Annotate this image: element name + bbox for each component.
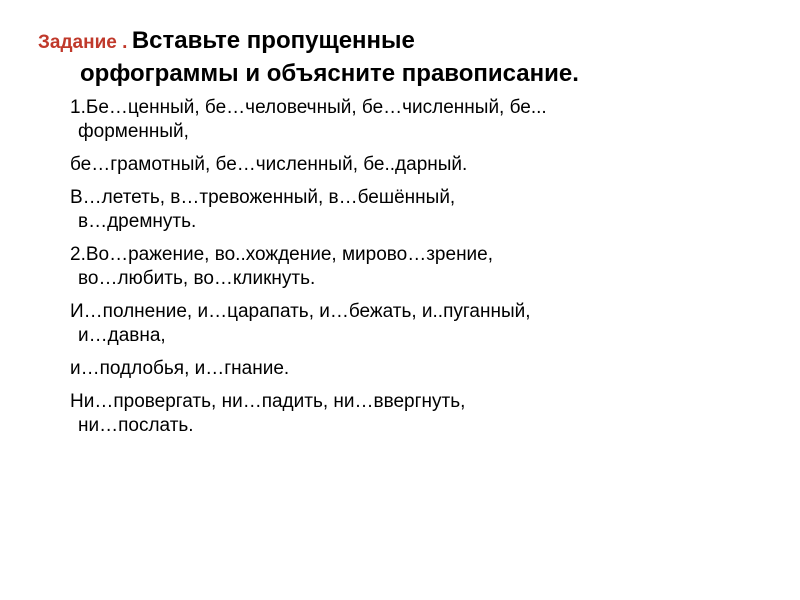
paragraph-line: и…подлобья, и…гнание.: [70, 358, 290, 379]
exercise-body: [70, 96, 770, 447]
slide-title: [38, 26, 778, 89]
exercise-paragraph: [70, 153, 770, 177]
paragraph-continuation: в…дремнуть.: [78, 211, 197, 232]
paragraph-line: бе…грамотный, бе…численный, бе..дарный.: [70, 154, 468, 175]
exercise-paragraph: [70, 96, 770, 144]
exercise-paragraph: [70, 390, 770, 438]
paragraph-continuation: во…любить, во…кликнуть.: [78, 268, 316, 289]
task-label: Задание .: [38, 32, 128, 53]
paragraph-continuation: форменный,: [78, 121, 189, 142]
title-line-2: орфограммы и объясните правописание.: [80, 60, 579, 87]
paragraph-line: В…лететь, в…тревоженный, в…бешённый,: [70, 187, 456, 208]
exercise-paragraph: [70, 186, 770, 234]
paragraph-continuation: и…давна,: [78, 325, 166, 346]
paragraph-line: 1.Бе…ценный, бе…человечный, бе…численный, бе...: [70, 97, 547, 118]
paragraph-line: 2.Во…ражение, во..хождение, мирово…зрение,: [70, 244, 494, 265]
title-line-1: Вставьте пропущенные: [131, 27, 415, 54]
exercise-paragraph: [70, 300, 770, 348]
paragraph-line: Ни…провергать, ни…падить, ни…ввергнуть,: [70, 391, 466, 412]
exercise-paragraph: [70, 243, 770, 291]
paragraph-line: И…полнение, и…царапать, и…бежать, и..пуганный,: [70, 301, 531, 322]
paragraph-continuation: ни…послать.: [78, 415, 194, 436]
exercise-paragraph: [70, 357, 770, 381]
